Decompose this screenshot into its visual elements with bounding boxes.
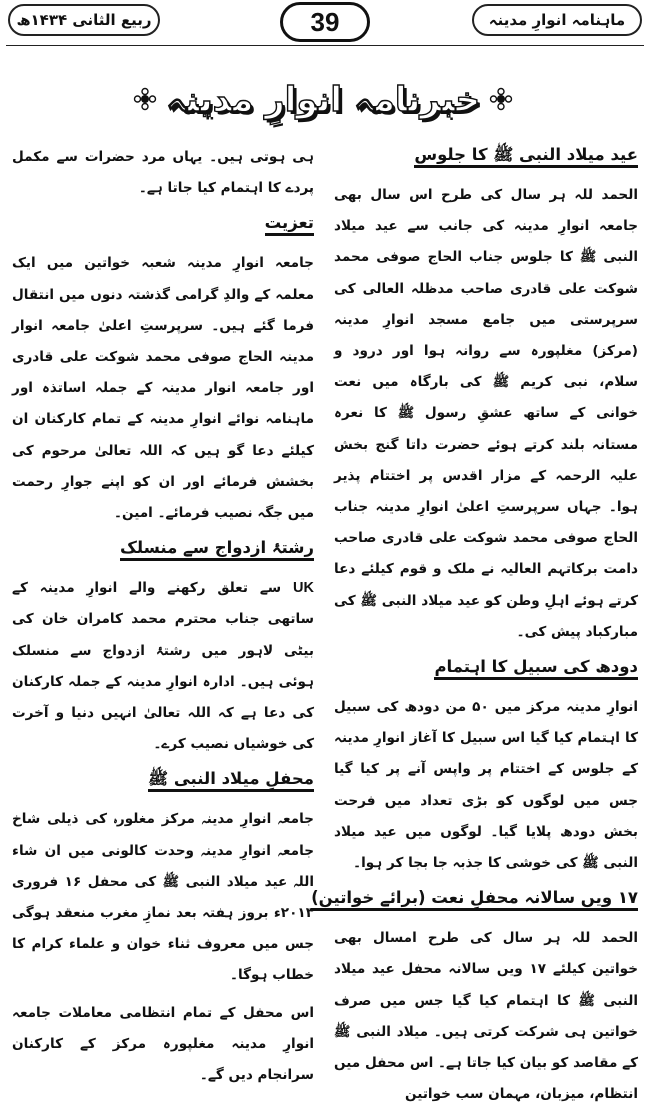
condolence-text: جامعہ انوارِ مدینہ شعبہ خواتین میں ایک معلمہ کے والدِ گرامی گذشتہ دنوں میں انتقال فرما گئے ہیں۔ سرپرستِ اعلیٰ جامعہ انوار مدینہ الحاج صوفی محمد شوکت علی قادری اور جامعہ انوار مدینہ کے جملہ اساتذہ اور ماہنامہ نوائے انوارِ مدینہ کے تمام کارکنان ان کیلئے دعا گو ہیں کہ اللہ تعالیٰ مرحوم کی بخشش فرمائے اور ان کو اپنے جوارِ رحمت میں جگہ نصیب فرمائے۔ امین۔: [12, 255, 314, 522]
header-rule: [6, 45, 644, 46]
section-heading-marriage: رشتۂ ازدواج سے منسلک: [12, 535, 314, 563]
flower-ornament-icon: [134, 88, 156, 110]
issue-date: ربیع الثانی ۱۴۳۴ھ: [8, 4, 160, 36]
milk-sabeel-text: انوارِ مدینہ مرکز میں ۵۰ من دودھ کی سبیل کا اہتمام کیا گیا اس سبیل کا آغاز انوارِ مدینہ کے جلوس کے اختتام پر واپس آنے پر کیا گیا جس میں لوگوں کو بڑی تعداد میں فرحت بخش دودھ پلایا گیا۔ لوگوں میں عید میلاد النبی ﷺ کی خوشی کا جذبہ جا بجا کر ہوا۔: [334, 699, 638, 872]
milad-procession-text: الحمد للہ ہر سال کی طرح اس سال بھی جامعہ انوارِ مدینہ کی جانب سے عید میلاد النبی ﷺ کا جلوس جناب الحاج صوفی محمد شوکت علی قادری صاحب مدظلہ العالی کی سرپرستی میں جامع مسجد انوارِ مدینہ (مرکز) مغلپورہ سے روانہ ہوا اور درود و سلام، نبی کریم ﷺ کی بارگاہ میں نعت خوانی کے ساتھ عشقِ رسول ﷺ کا نعرہ مستانہ بلند کرتے ہوئے حضرت داتا گنج بخش علیہ الرحمہ کے مزار اقدس پر اختتام پذیر ہوا۔ جہاں سرپرستِ اعلیٰ انوارِ مدینہ جناب الحاج صوفی محمد شوکت علی قادری صاحب دامت برکاتہم العالیہ نے ملک و قوم کیلئے دعا کرتے ہوئے اہلِ وطن کو عید میلاد النبی ﷺ کی مبارکباد پیش کی۔: [334, 187, 638, 640]
uk-label: UK: [293, 580, 314, 597]
page-number: 39: [280, 2, 370, 42]
section-heading-milad-procession: عید میلاد النبی ﷺ کا جلوس: [334, 142, 638, 170]
magazine-name: ماہنامہ انوارِ مدینہ: [472, 4, 642, 36]
section-heading-condolence: تعزیت: [12, 210, 314, 238]
section-heading-naat-mehfil: ۱۷ ویں سالانہ محفلِ نعت (برائے خواتین): [334, 885, 638, 913]
mehfil-milad-text-2: اس محفل کے تمام انتظامی معاملات جامعہ انوارِ مدینہ مغلپورہ مرکز کے کارکنان سرانجام دیں گے۔: [12, 1004, 314, 1084]
section-heading-milk-sabeel: دودھ کی سبیل کا اہتمام: [334, 654, 638, 682]
continued-text: ہی ہوتی ہیں۔ یہاں مرد حضرات سے مکمل پردے کا اہتمام کیا جاتا ہے۔: [12, 149, 314, 197]
left-column: [12, 142, 314, 1084]
naat-mehfil-text: الحمد للہ ہر سال کی طرح امسال بھی خواتین کیلئے ۱۷ ویں سالانہ محفل عید میلاد النبی ﷺ کا اہتمام کیا گیا جس میں صرف خواتین ہی شرکت کرتی ہیں۔ میلاد النبی ﷺ کے مقاصد کو بیان کیا جاتا ہے۔ اس محفل میں انتظام، میزبان، مہمان سب خواتین: [334, 930, 638, 1103]
right-column: [311, 142, 638, 1103]
section-heading-mehfil-milad: محفلِ میلاد النبی ﷺ: [12, 766, 314, 794]
marriage-text: UK سے تعلق رکھنے والے انوارِ مدینہ کے ساتھی جناب محترم محمد کامران خان کی بیٹی لاہور میں رشتۂ ازدواج سے منسلک ہوئی ہیں۔ ادارہ انوارِ مدینہ کے جملہ کارکنان کی دعا ہے کہ اللہ تعالیٰ انہیں دنیا و آخرت کی خوشیاں نصیب کرے۔: [12, 580, 314, 753]
banner-title: خبرنامہ انوارِ مدینہ: [166, 79, 480, 120]
news-banner: [108, 70, 538, 128]
mehfil-milad-text: جامعہ انوارِ مدینہ مرکز مغلورہ کی ذیلی شاخ جامعہ انوارِ مدینہ وحدت کالونی میں ان شاء اللہ عید میلاد النبی ﷺ کی محفل ۱۶ فروری ۲۰۱۳ء بروز ہفتہ بعد نمازِ مغرب منعقد ہوگی جس میں معروف ثناء خوان و علماء کرام کا خطاب ہوگا۔: [12, 811, 314, 984]
flower-ornament-icon: [490, 88, 512, 110]
